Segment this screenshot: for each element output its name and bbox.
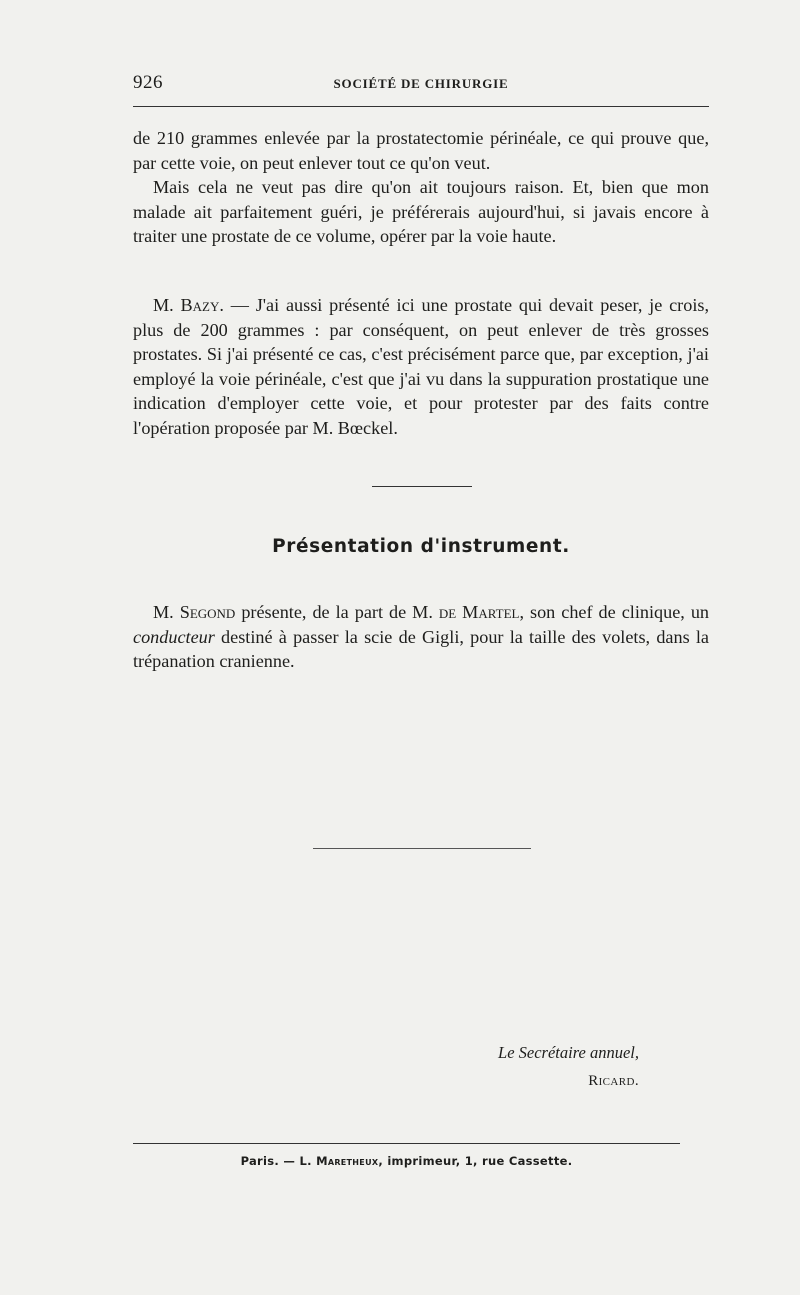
- text-fragment: présente, de la part de M.: [235, 602, 439, 622]
- colleague-name: de Martel: [438, 602, 520, 622]
- remark-text: — J'ai aussi présenté ici une prostate qui devait peser, je crois, plus de 200 grammes : par conséquent, on peut enlever de très grosses prostates. Si j'ai présenté ce cas, c'est précisément parce que, par exception, j'ai employé la voie périnéale, c'est que j'ai vu dans la suppuration prostatique une indication d'employer cette voie, et pour protester par des faits contre l'opération proposée par M. Bœckel.: [133, 295, 709, 438]
- continuation-text: [133, 126, 709, 249]
- imprint-printer: Maretheux: [316, 1154, 379, 1168]
- signature-name: Ricard.: [588, 1073, 639, 1089]
- imprint-rule: [133, 1143, 680, 1144]
- imprint: [133, 1154, 680, 1168]
- bazy-remark: [133, 293, 709, 441]
- speaker-name: M. Bazy.: [153, 295, 224, 315]
- page-number: 926: [133, 72, 163, 93]
- paragraph-continued: de 210 grammes enlevée par la prostatectomie périnéale, ce qui prouve que, par cette voie, on peut enlever tout ce qu'on veut.: [133, 128, 709, 173]
- section-divider: [372, 486, 472, 487]
- header-rule: [133, 106, 709, 107]
- segond-presentation: [133, 600, 709, 674]
- running-head: SOCIÉTÉ DE CHIRURGIE: [333, 76, 509, 91]
- speaker-name: M. Segond: [153, 602, 236, 622]
- text-fragment: destiné à passer la scie de Gigli, pour la taille des volets, dans la trépanation cranienne.: [133, 626, 709, 672]
- signature-title: Le Secrétaire annuel,: [498, 1043, 639, 1062]
- text-fragment: , son chef de clinique, un: [519, 602, 710, 622]
- paragraph: [133, 293, 709, 441]
- paragraph: Mais cela ne veut pas dire qu'on ait toujours raison. Et, bien que mon malade ait parfaitement guéri, je préférerais aujourd'hui, si javais encore à traiter une prostate de ce volume, opérer par la voie haute.: [133, 177, 709, 247]
- end-rule: [313, 848, 531, 849]
- imprint-address: , imprimeur, 1, rue Cassette.: [378, 1154, 573, 1168]
- section-heading: Présentation d'instrument.: [272, 536, 570, 557]
- paragraph: [133, 600, 709, 674]
- instrument-name: conducteur: [133, 626, 215, 647]
- imprint-city: Paris. — L.: [240, 1154, 317, 1168]
